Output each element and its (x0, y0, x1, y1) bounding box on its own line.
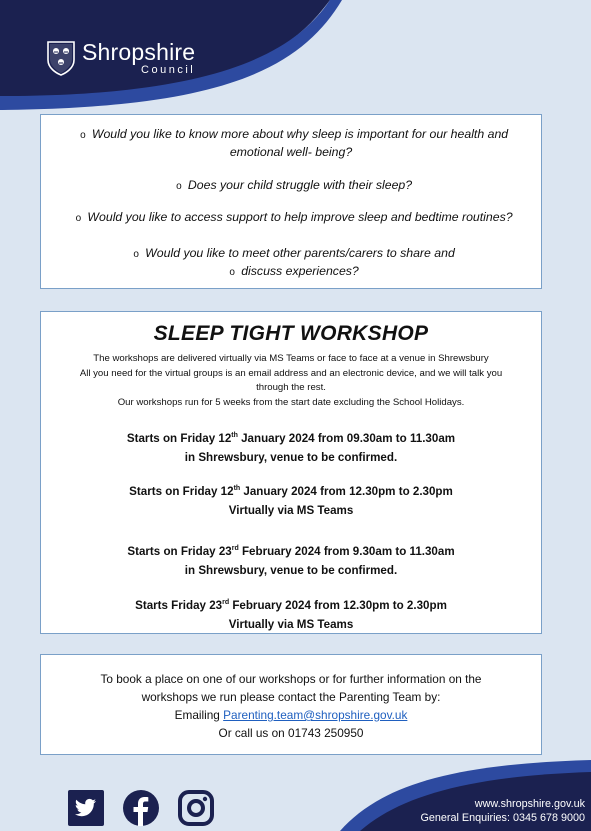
bullet: o (229, 267, 235, 278)
question-3: o Would you like to access support to help improve sleep and bedtime routines? (41, 209, 541, 227)
footer-contact (421, 797, 585, 825)
twitter-icon (68, 790, 104, 826)
questions-box (40, 114, 542, 289)
question-2: o Does your child struggle with their sleep? (41, 177, 541, 195)
instagram-link[interactable] (178, 789, 214, 827)
contact-box (40, 654, 542, 755)
bullet: o (80, 130, 86, 141)
facebook-icon (122, 789, 160, 827)
enquiries-phone: General Enquiries: 0345 678 9000 (420, 812, 585, 824)
question-4: o Would you like to meet other parents/carers to share and o discuss experiences? (41, 245, 541, 281)
question-1: o Would you like to know more about why sleep is important for our health and emotional well- being? (41, 126, 541, 161)
contact-text: To book a place on one of our workshops or for further information on the workshops we run please contact the Parenting Team by: Emailing Parenting.team@shropshire.gov.uk Or call us on 01743 250950 (100, 672, 482, 740)
brand-subtitle: Council (141, 63, 196, 76)
council-logo[interactable] (46, 40, 195, 76)
twitter-link[interactable] (68, 789, 104, 827)
email-link[interactable]: Parenting.team@shropshire.gov.uk (223, 708, 408, 722)
workshop-box (40, 311, 542, 634)
facebook-link[interactable] (122, 789, 160, 827)
workshop-title: SLEEP TIGHT WORKSHOP (153, 322, 429, 345)
session-1: Starts on Friday 12th January 2024 from 09.30am to 11.30am in Shrewsbury, venue to be confirmed. (126, 431, 456, 464)
session-4: Starts Friday 23rd February 2024 from 12.30pm to 2.30pm Virtually via MS Teams (135, 598, 447, 631)
workshop-intro: The workshops are delivered virtually via MS Teams or face to face at a venue in Shrewsbury All you need for the virtual groups is an email address and an electronic device, and we will talk you through the rest. Our workshops run for 5 weeks from the start date excluding the School Holidays. (79, 353, 503, 408)
bullet: o (176, 181, 182, 192)
instagram-icon (178, 790, 214, 826)
crest-icon (46, 40, 76, 76)
session-2: Starts on Friday 12th January 2024 from 12.30pm to 2.30pm Virtually via MS Teams (129, 484, 453, 517)
bullet: o (75, 213, 82, 224)
website-link[interactable]: www.shropshire.gov.uk (474, 798, 585, 810)
bullet: o (133, 249, 139, 260)
session-3: Starts on Friday 23rd February 2024 from 9.30am to 11.30am in Shrewsbury, venue to be confirmed. (127, 544, 455, 577)
phone-line: Or call us on 01743 250950 (218, 726, 364, 740)
brand-name: Shropshire (82, 38, 196, 65)
